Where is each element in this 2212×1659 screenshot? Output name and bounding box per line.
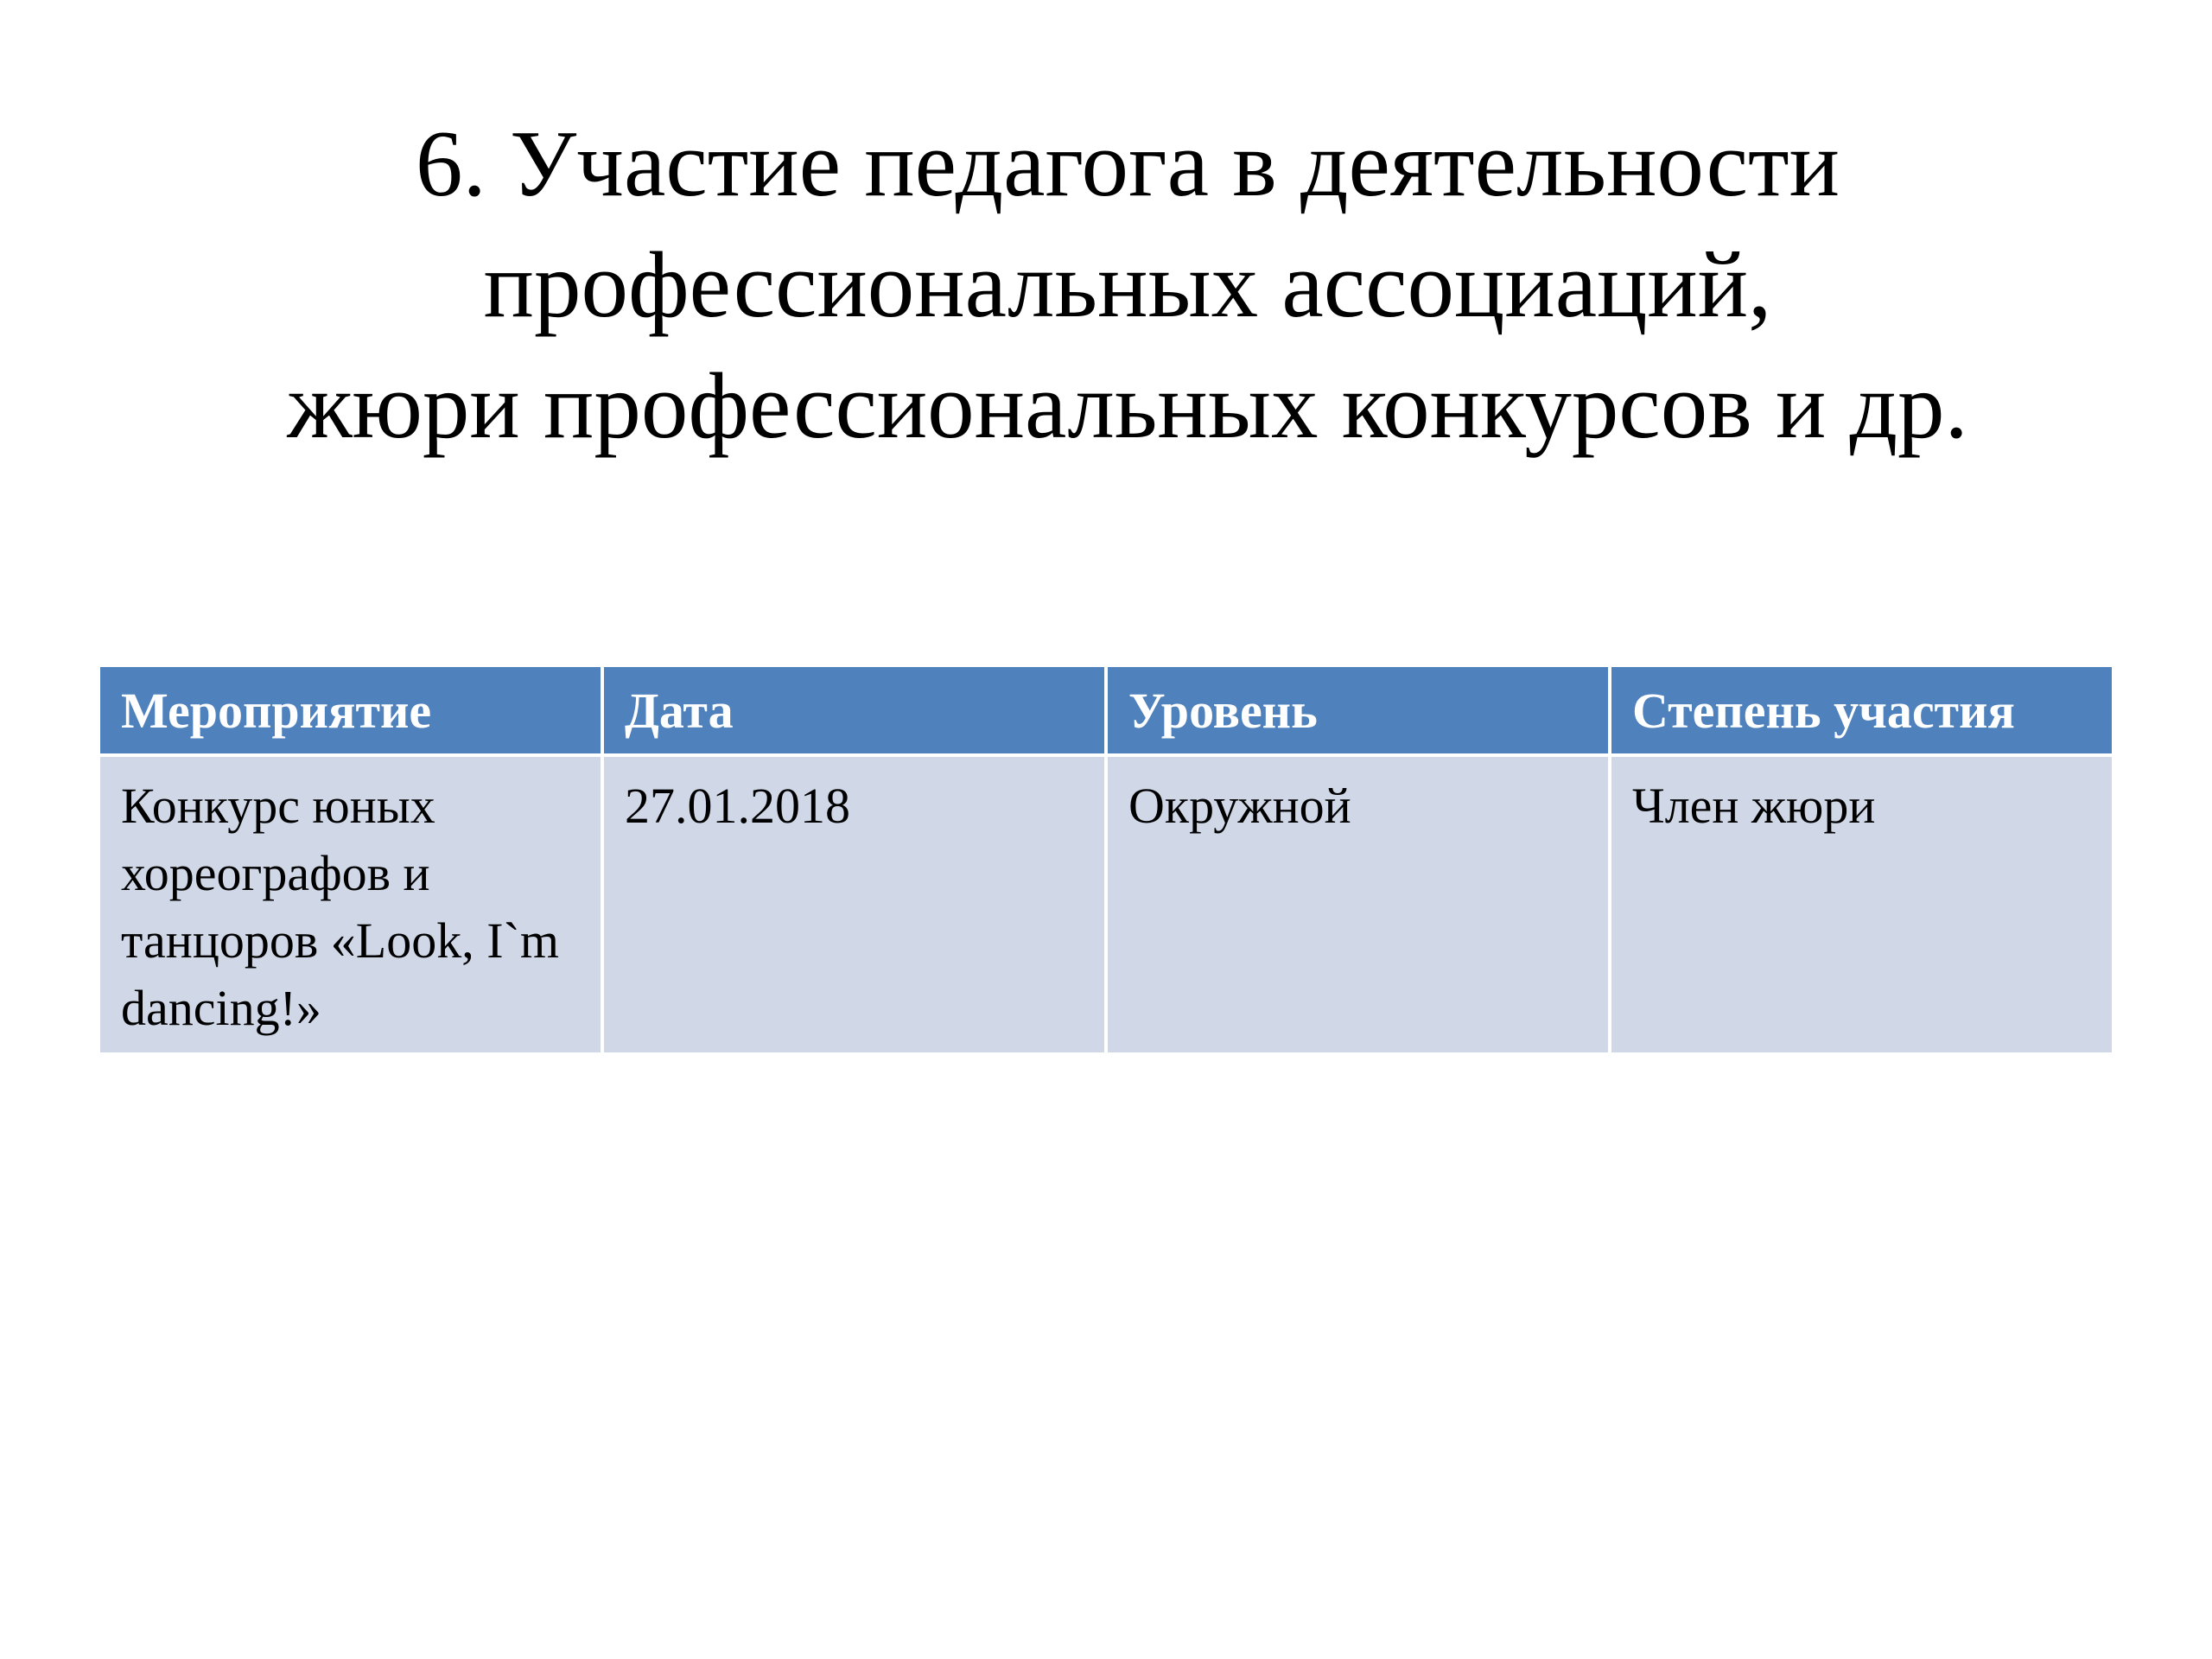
participation-table bbox=[97, 664, 2115, 1056]
table-header-row bbox=[99, 665, 2113, 755]
cell-participation: Член жюри bbox=[1610, 755, 2113, 1054]
title-line-3: жюри профессиональных конкурсов и др. bbox=[287, 353, 1968, 458]
cell-date: 27.01.2018 bbox=[602, 755, 1106, 1054]
table-row bbox=[99, 755, 2113, 1054]
header-level: Уровень bbox=[1106, 665, 1610, 755]
slide-title bbox=[104, 104, 2152, 467]
header-event: Мероприятие bbox=[99, 665, 602, 755]
header-participation: Степень участия bbox=[1610, 665, 2113, 755]
cell-event: Конкурс юных хореографов и танцоров «Look, I`m dancing!» bbox=[99, 755, 602, 1054]
header-date: Дата bbox=[602, 665, 1106, 755]
cell-level: Окружной bbox=[1106, 755, 1610, 1054]
title-line-1: 6. Участие педагога в деятельности bbox=[416, 111, 1840, 216]
participation-table-container bbox=[97, 664, 2115, 1056]
title-line-2: профессиональных ассоциаций, bbox=[483, 232, 1772, 337]
